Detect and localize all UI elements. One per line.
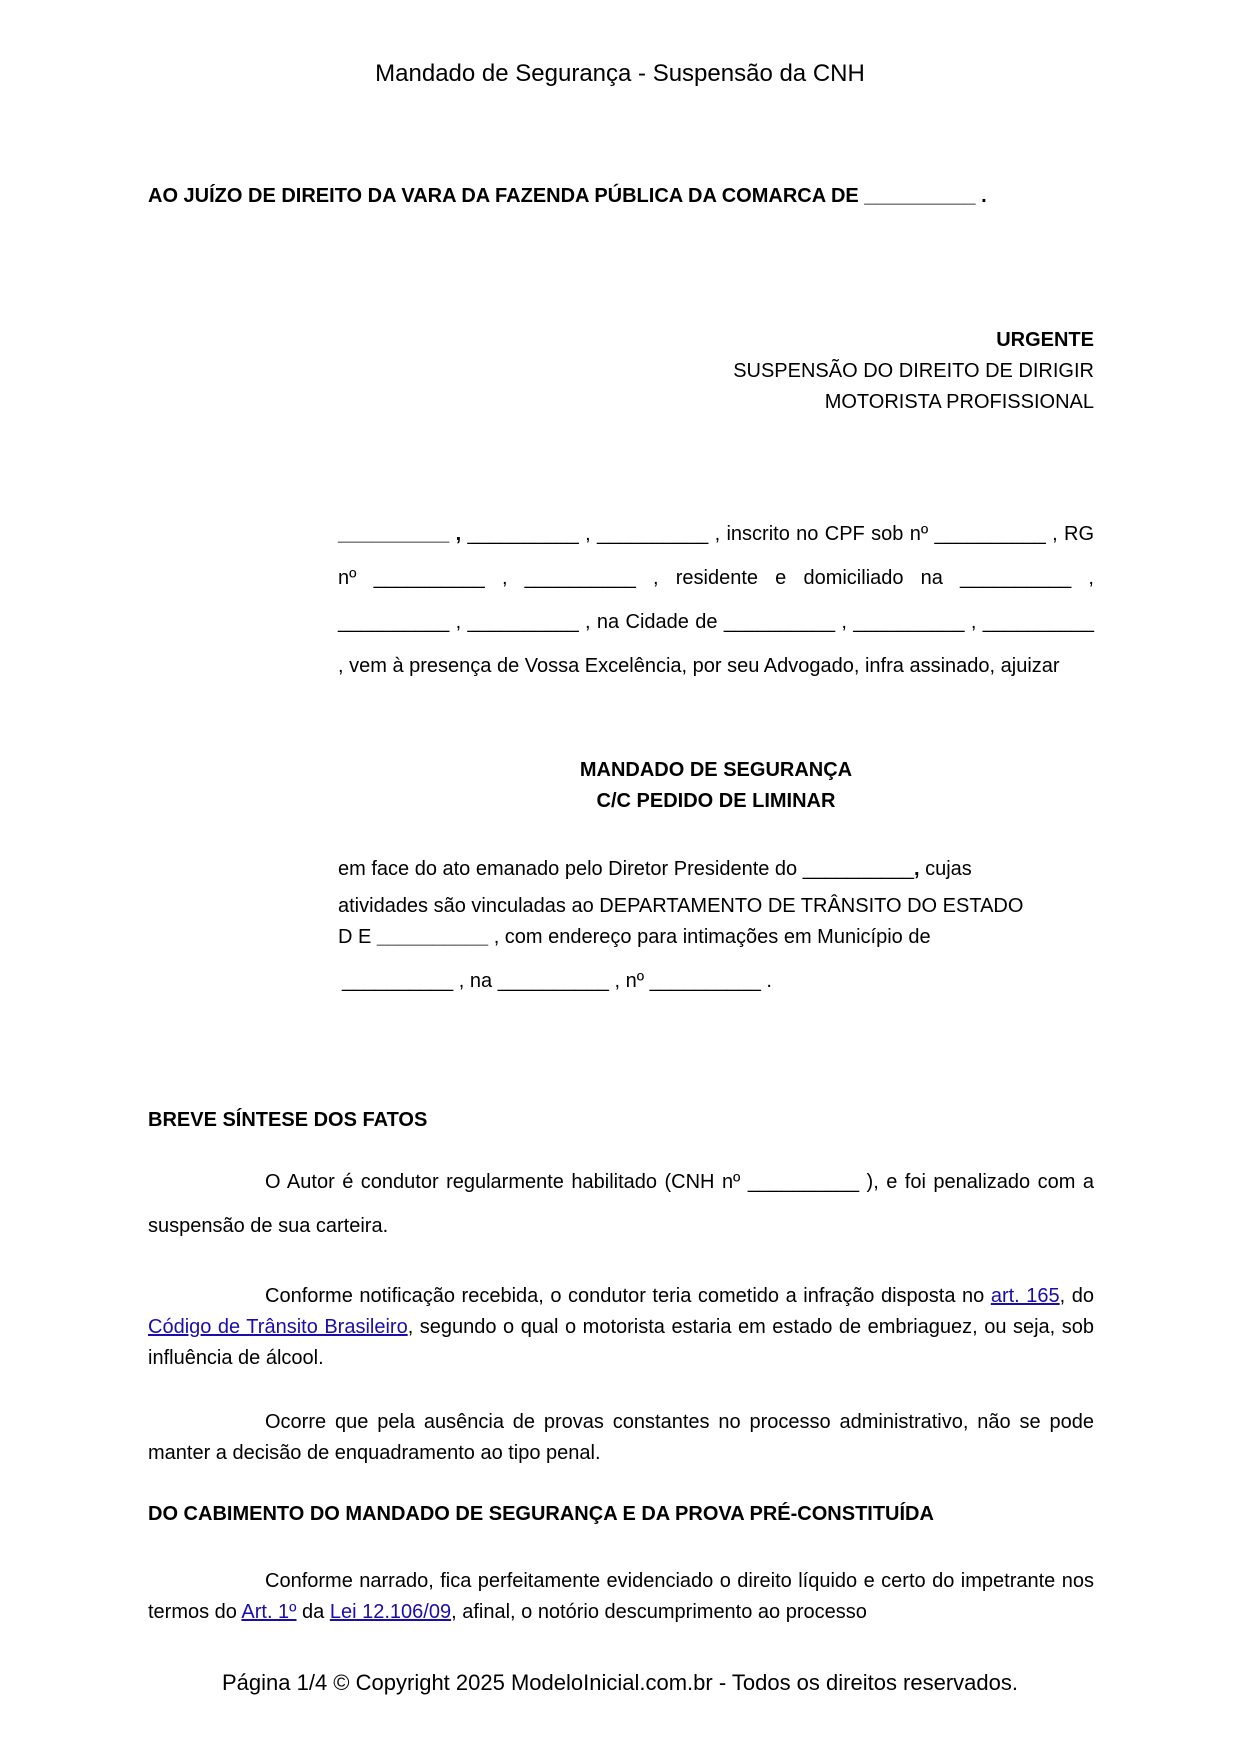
facts-paragraph-1-text: O Autor é condutor regularmente habilitado (CNH nº __________ ), e foi penalizado com a suspensão de sua carteira.	[148, 1171, 1094, 1237]
link-art-165[interactable]: art. 165	[990, 1285, 1060, 1307]
defendant-line-3	[338, 922, 1094, 953]
facts-paragraph-3-text: Ocorre que pela ausência de provas constantes no processo administrativo, não se pode manter a decisão de enquadramento ao tipo penal.	[148, 1411, 1094, 1464]
cabimento-p1-text-c: , afinal, o notório descumprimento ao processo	[451, 1601, 867, 1623]
party-name-blank: __________ ,	[338, 523, 462, 545]
action-title-line-2: C/C PEDIDO DE LIMINAR	[596, 790, 836, 812]
facts-paragraph-1	[148, 1160, 1094, 1248]
defendant-state-prefix: D E	[338, 926, 377, 948]
page-footer: Página 1/4 © Copyright 2025 ModeloInicial.com.br - Todos os direitos reservados.	[222, 1670, 1018, 1695]
cabimento-paragraph-1	[148, 1566, 1094, 1628]
section-title-cabimento: DO CABIMENTO DO MANDADO DE SEGURANÇA E DA PROVA PRÉ-CONSTITUÍDA	[148, 1503, 934, 1525]
defendant-address-text: , com endereço para intimações em Município de	[488, 926, 931, 948]
facts-p2-text-b: , do	[1059, 1285, 1095, 1307]
link-art-1[interactable]: Art. 1º	[241, 1601, 297, 1623]
defendant-line-2: atividades são vinculadas ao DEPARTAMENTO DE TRÂNSITO DO ESTADO	[338, 895, 1024, 917]
facts-p2-text-a: Conforme notificação recebida, o condutor teria cometido a infração disposta no	[265, 1285, 991, 1307]
cabimento-p1-text-a: Conforme narrado, fica perfeitamente evidenciado o direito líquido e certo do impetrante nos termos do	[148, 1570, 1094, 1623]
defendant-line-1-end: cujas	[919, 858, 972, 880]
facts-paragraph-2-text	[148, 1281, 1094, 1374]
action-title	[338, 755, 1094, 817]
defendant-line-4: __________ , na __________ , nº __________ .	[342, 970, 772, 992]
party-qualification	[338, 512, 1094, 688]
cabimento-paragraph-1-text	[148, 1566, 1094, 1628]
defendant-line-1-text: em face do ato emanado pelo Diretor Presidente do __________	[338, 858, 914, 880]
party-qualification-text: __________ , __________ , inscrito no CPF sob nº __________ , RG nº __________ , __________ , residente e domiciliado na __________ , __________ , __________ , na Cidade de __________ , __________ , __________ , vem à presença de Vossa Excelência, por seu Advogado, infra assinado, ajuizar	[338, 523, 1094, 677]
facts-paragraph-2	[148, 1281, 1094, 1374]
urgency-block	[733, 325, 1094, 418]
urgency-line-1: SUSPENSÃO DO DIREITO DE DIRIGIR	[733, 360, 1094, 382]
facts-paragraph-3	[148, 1407, 1094, 1469]
section-title-facts: BREVE SÍNTESE DOS FATOS	[148, 1109, 428, 1131]
addressee-line: AO JUÍZO DE DIREITO DA VARA DA FAZENDA PÚBLICA DA COMARCA DE __________ .	[148, 185, 987, 207]
action-title-line-1: MANDADO DE SEGURANÇA	[579, 759, 853, 781]
defendant-qualification	[338, 847, 1094, 997]
urgency-line-2: MOTORISTA PROFISSIONAL	[824, 391, 1094, 413]
defendant-comma: ,	[913, 858, 920, 880]
link-codigo-transito[interactable]: Código de Trânsito Brasileiro	[148, 1316, 408, 1338]
defendant-state-blank: __________	[376, 926, 489, 948]
defendant-line-1	[338, 847, 1094, 891]
cabimento-p1-text-b: da	[296, 1601, 330, 1623]
link-lei-12106[interactable]: Lei 12.106/09	[329, 1601, 452, 1623]
document-header-title: Mandado de Segurança - Suspensão da CNH	[375, 60, 865, 87]
facts-p2-text-c: , segundo o qual o motorista estaria em estado de embriaguez, ou seja, sob influência de álcool.	[148, 1316, 1094, 1369]
urgent-label: URGENTE	[996, 329, 1094, 351]
